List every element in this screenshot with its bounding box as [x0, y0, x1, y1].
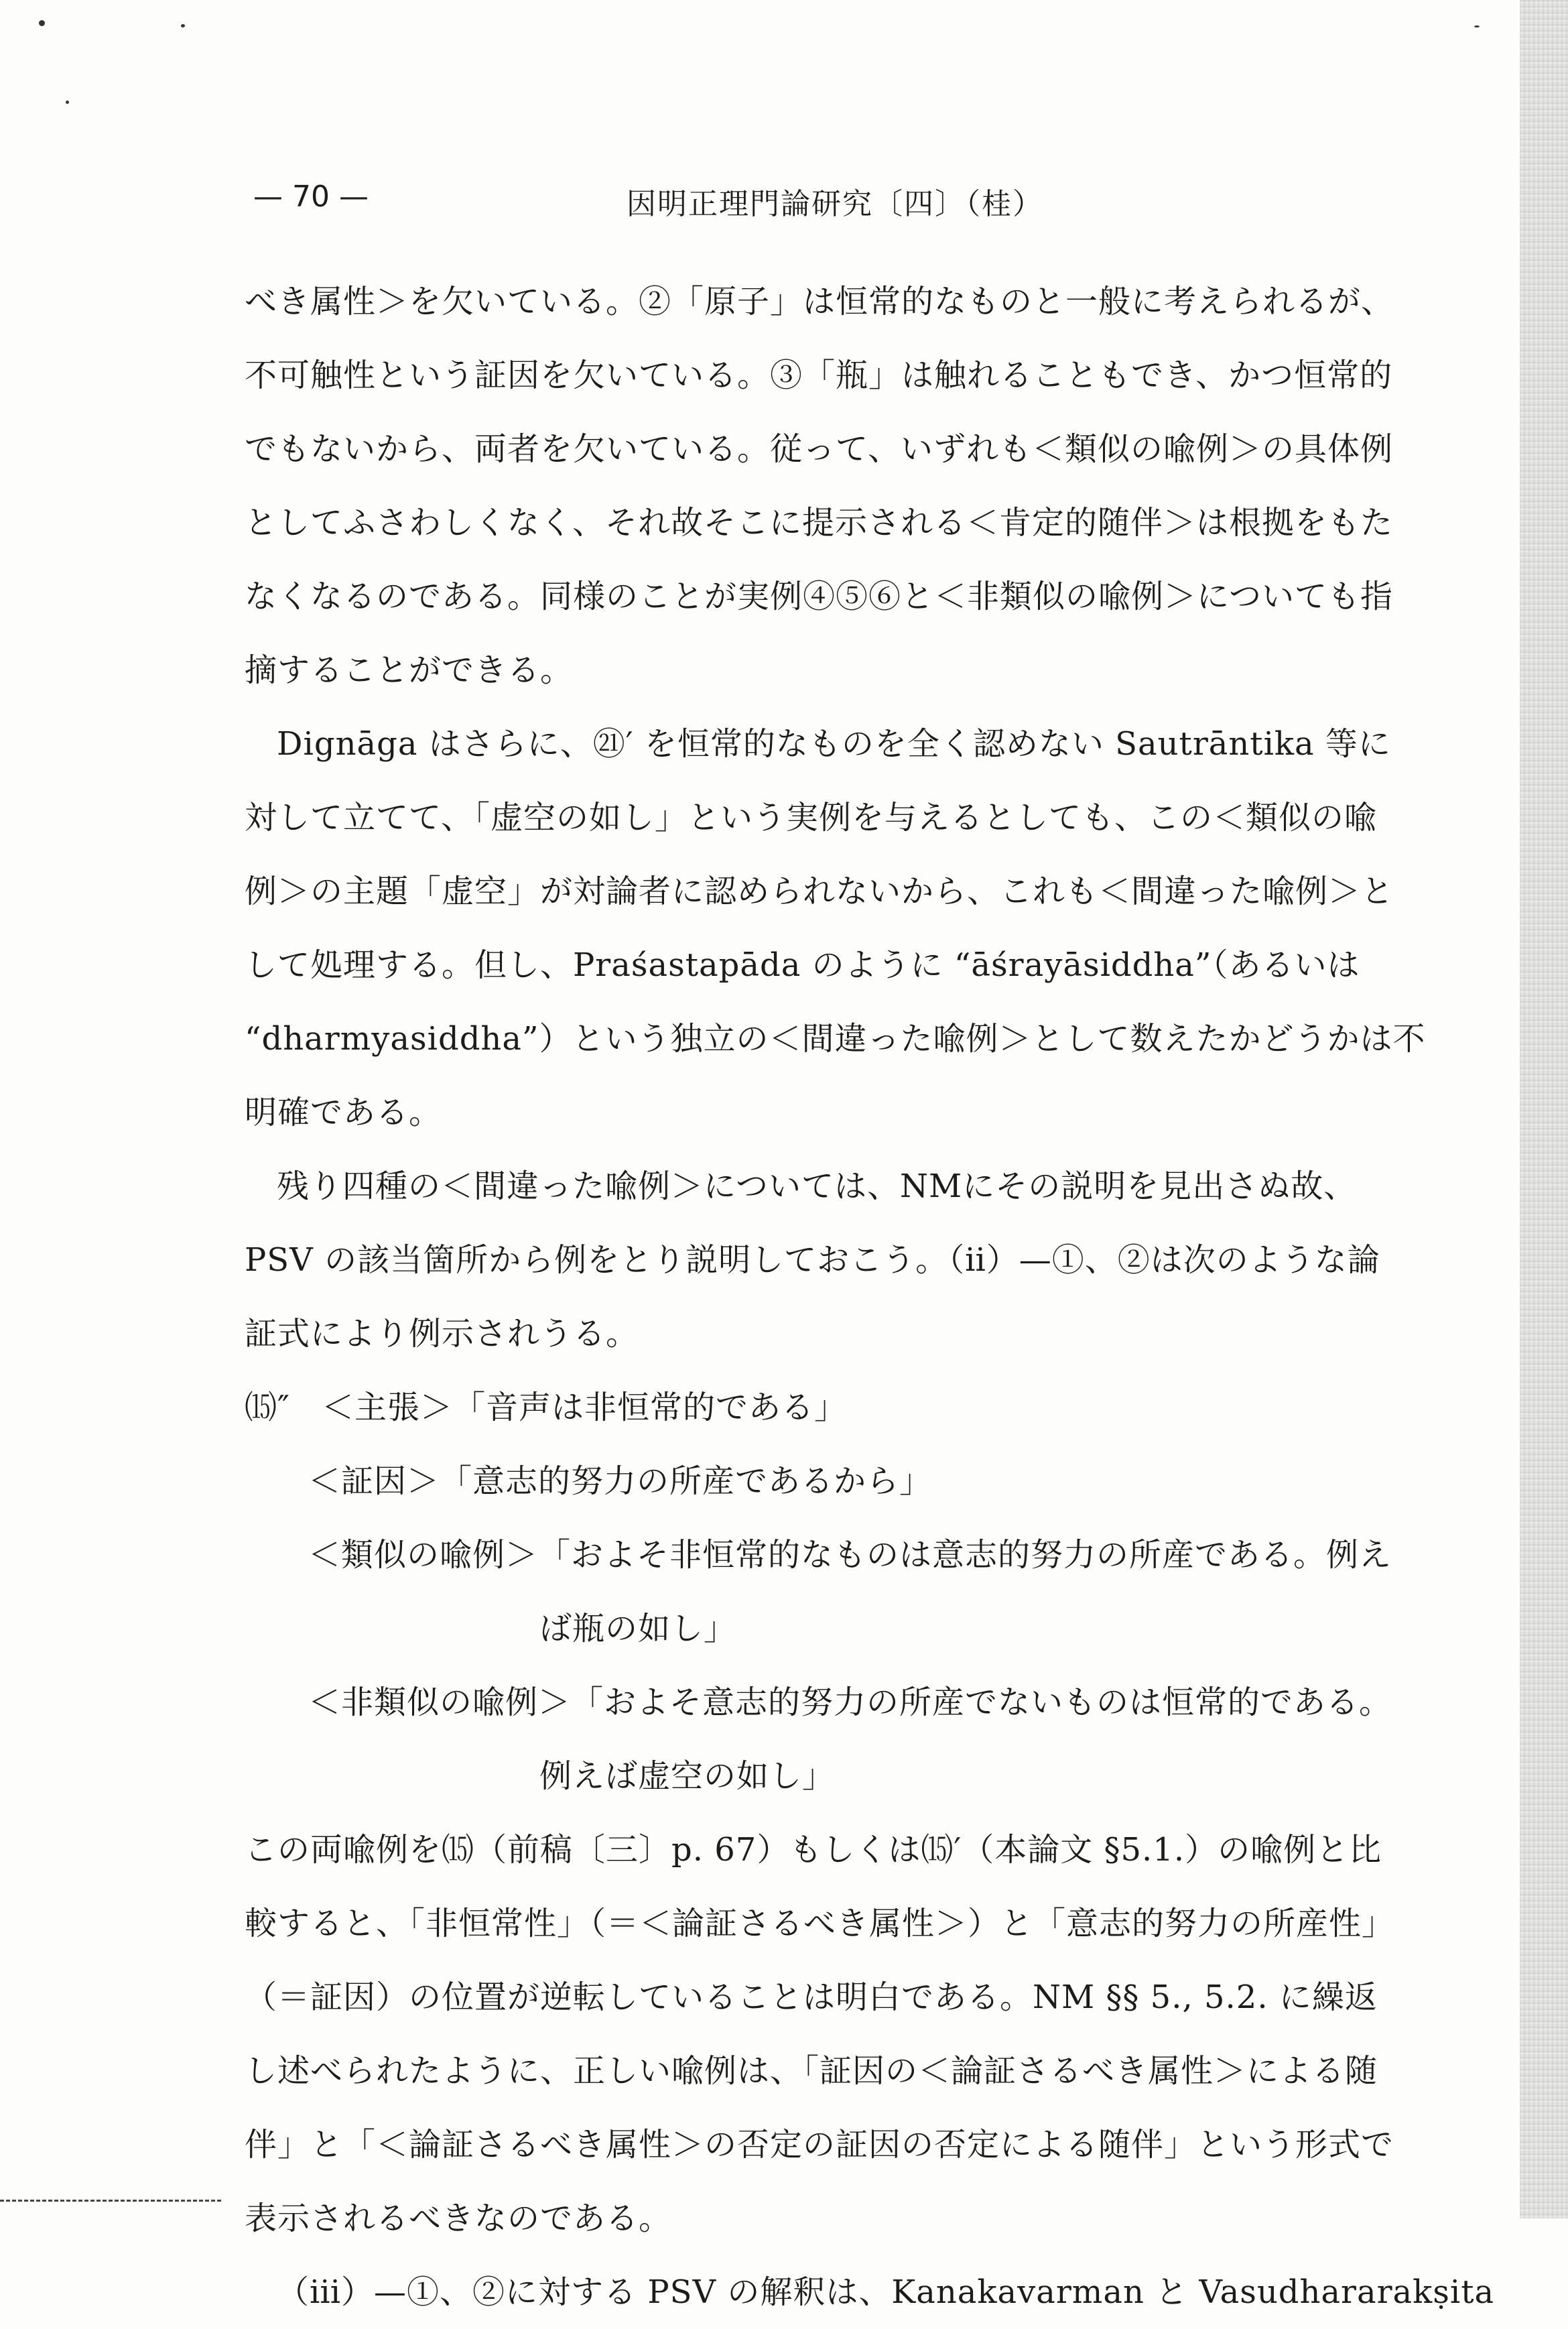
scan-speck	[66, 101, 69, 104]
text-line: 不可触性という証因を欠いている。③「瓶」は触れることもでき、かつ恒常的	[245, 357, 1393, 394]
text-line: 残り四種の＜間違った喩例＞については、NMにその説明を見出さぬ故、	[277, 1168, 1357, 1205]
text-line: 摘することができる。	[245, 651, 574, 689]
text-line: 証式により例示されうる。	[245, 1315, 639, 1352]
text-line: （＝証因）の位置が逆転していることは明白である。NM §§ 5., 5.2. に繰返	[245, 1978, 1378, 2016]
page-header	[0, 180, 1568, 227]
scan-edge-shadow	[1520, 0, 1568, 2218]
paragraph	[245, 707, 1426, 1149]
text-line: でもないから、両者を欠いている。従って、いずれも＜類似の喩例＞の具体例	[245, 430, 1394, 468]
text-line: PSV の該当箇所から例をとり説明しておこう。（ⅱ）—①、②は次のような論	[245, 1241, 1380, 1279]
text-line: 対して立てて、「虚空の如し」という実例を与えるとしても、この＜類似の喩	[245, 799, 1378, 836]
text-line: としてふさわしくなく、それ故そこに提示される＜肯定的随伴＞は根拠をもた	[245, 504, 1394, 542]
text-line: 明確である。	[245, 1094, 442, 1131]
text-line: なくなるのである。同様のことが実例④⑤⑥と＜非類似の喩例＞についても指	[245, 578, 1394, 615]
text-line: 例＞の主題「虚空」が対論者に認められないから、これも＜間違った喩例＞と	[245, 873, 1394, 910]
page-number: — 70 —	[253, 180, 369, 214]
text-line: べき属性＞を欠いている。②「原子」は恒常的なものと一般に考えられるが、	[245, 283, 1394, 320]
text-line: この両喩例を⒂（前稿〔三〕p. 67）もしくは⒂′（本論文 §5.1.）の喩例と比	[245, 1831, 1382, 1869]
scan-bottom-rule	[0, 2200, 221, 2202]
text-line: して処理する。但し、Praśastapāda のように “āśrayāsiddha”（あるいは	[245, 946, 1360, 984]
syllogism-similar-example: ＜類似の喩例＞「およそ非恒常的なものは意志的努力の所産である。例え	[308, 1536, 1392, 1574]
text-line: 較すると、「非恒常性」（＝＜論証さるべき属性＞）と「意志的努力の所産性」	[245, 1905, 1395, 1942]
syllogism-thesis: ＜主張＞「音声は非恒常的である」	[322, 1389, 848, 1426]
syllogism-dissimilar-example-cont: 例えば虚空の如し」	[539, 1757, 836, 1795]
paragraph	[245, 265, 1417, 707]
scan-speck	[181, 24, 185, 27]
syllogism-example	[245, 1371, 1417, 1813]
text-line: “dharmyasiddha”）という独立の＜間違った喩例＞として数えたかどうかは不	[245, 1020, 1426, 1058]
text-line: Dignāga はさらに、㉑′ を恒常的なものを全く認めない Sautrāntika 等に	[277, 725, 1391, 763]
syllogism-similar-example-cont: ば瓶の如し」	[539, 1610, 737, 1647]
syllogism-dissimilar-example: ＜非類似の喩例＞「およそ意志的努力の所産でないものは恒常的である。	[308, 1684, 1392, 1721]
scan-speck	[39, 20, 45, 26]
text-line: 伴」と「＜論証さるべき属性＞の否定の証因の否定による随伴」という形式で	[245, 2126, 1394, 2163]
running-title: 因明正理門論研究〔四〕（桂）	[627, 187, 1043, 221]
paragraph	[245, 2255, 1495, 2329]
text-line: し述べられたように、正しい喩例は、「証因の＜論証さるべき属性＞による随	[245, 2052, 1378, 2090]
paragraph	[245, 1813, 1417, 2255]
syllogism-reason: ＜証因＞「意志的努力の所産であるから」	[308, 1462, 933, 1500]
paragraph	[245, 1149, 1417, 1371]
scan-speck	[1474, 25, 1480, 27]
text-line: （ⅲ）—①、②に対する PSV の解釈は、Kanakavarman と Vasudhararakṣita	[277, 2273, 1495, 2311]
text-line: 表示されるべきなのである。	[245, 2200, 672, 2237]
example-label: ⒂″	[245, 1389, 290, 1426]
body-text	[245, 265, 1495, 2329]
syllogism-thesis-line	[245, 1371, 1417, 1444]
